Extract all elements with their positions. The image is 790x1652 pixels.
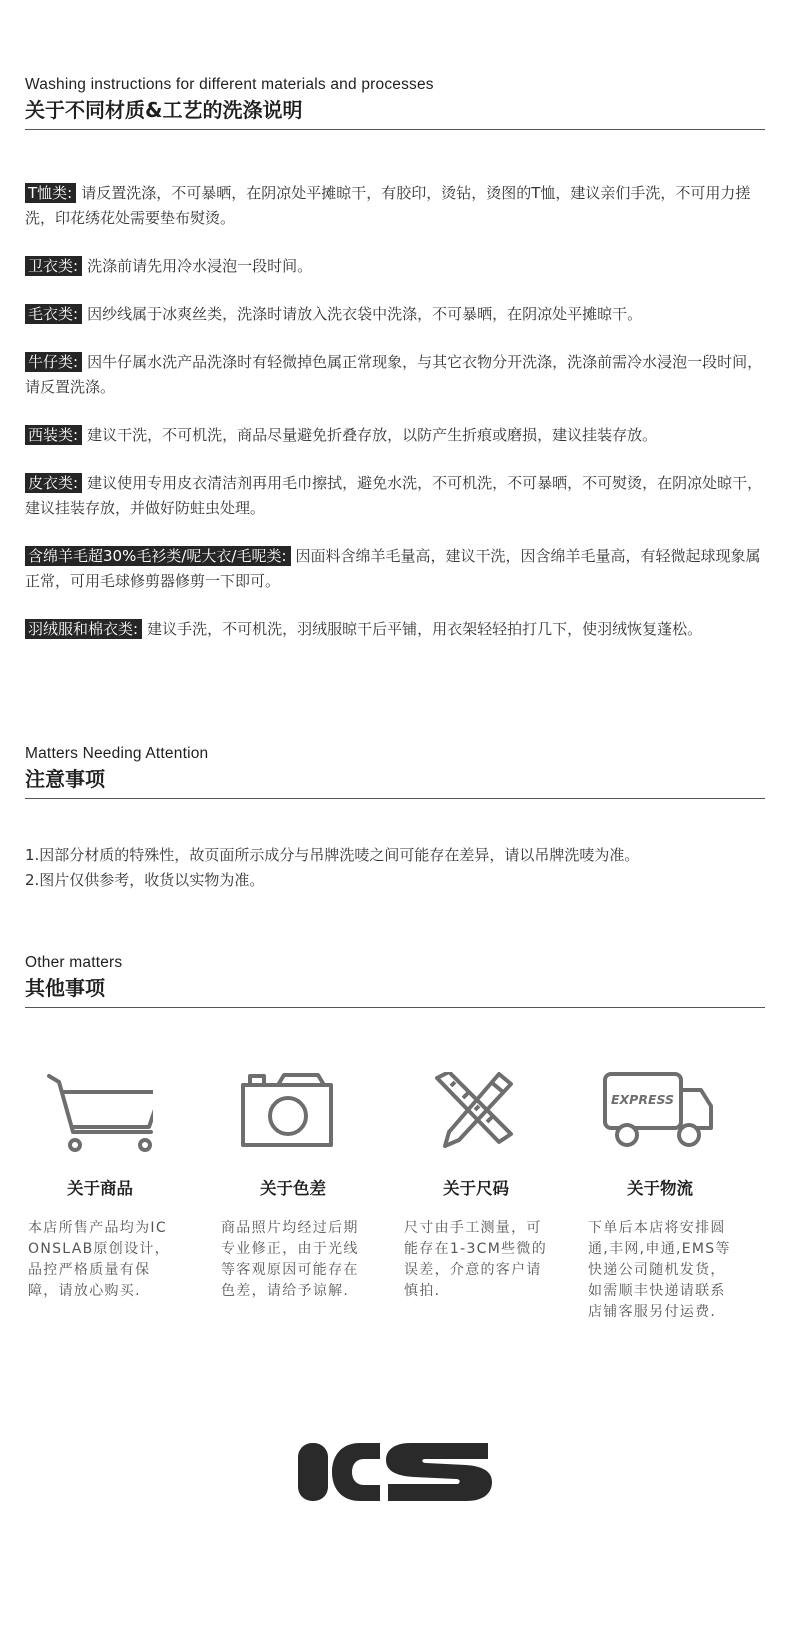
note-line: 2.图片仅供参考，收货以实物为准。 — [25, 871, 265, 889]
care-tag: 羽绒服和棉衣类: — [25, 619, 142, 639]
attention-title-zh: 注意事项 — [25, 767, 105, 791]
features-row — [25, 1072, 765, 1332]
care-item-tshirt — [25, 181, 765, 231]
other-section-header — [25, 954, 765, 1008]
care-tag: 卫衣类: — [25, 256, 82, 276]
washing-divider — [25, 129, 765, 130]
care-tag: 毛衣类: — [25, 304, 82, 324]
washing-title-zh: 关于不同材质&工艺的洗涤说明 — [25, 98, 303, 122]
washing-title-en: Washing instructions for different materials and processes — [25, 76, 434, 93]
care-item-leather — [25, 471, 765, 521]
care-text: 因纱线属于冰爽丝类，洗涤时请放入洗衣袋中洗涤，不可暴晒，在阴凉处平摊晾干。 — [87, 305, 643, 323]
feature-title: 关于商品 — [67, 1179, 133, 1198]
brand-logo — [298, 1437, 493, 1507]
care-text: 建议干洗，不可机洗，商品尽量避免折叠存放，以防产生折痕或磨损，建议挂装存放。 — [87, 426, 658, 444]
care-tag: 西装类: — [25, 425, 82, 445]
care-item-wool — [25, 544, 765, 594]
other-title-en: Other matters — [25, 954, 123, 971]
shopping-cart-icon — [43, 1072, 153, 1152]
delivery-truck-icon — [603, 1072, 713, 1152]
care-tag: 含绵羊毛超30%毛衫类/呢大衣/毛呢类: — [25, 546, 291, 566]
attention-divider — [25, 798, 765, 799]
other-divider — [25, 1007, 765, 1008]
attention-title-en: Matters Needing Attention — [25, 745, 209, 762]
feature-desc: 本店所售产品均为ICONSLAB原创设计，品控严格质量有保障，请放心购买. — [28, 1220, 170, 1299]
care-text: 请反置洗涤，不可暴晒，在阴凉处平摊晾干，有胶印，烫钻，烫图的T恤，建议亲们手洗，不可用力搓洗，印花绣花处需要垫布熨烫。 — [25, 184, 751, 227]
care-item-hoodie — [25, 254, 765, 279]
feature-desc: 下单后本店将安排圆通,丰网,申通,EMS等快递公司随机发货，如需顺丰快递请联系店铺客服另付运费. — [588, 1220, 731, 1320]
care-text: 洗涤前请先用冷水浸泡一段时间。 — [87, 257, 313, 275]
feature-desc: 商品照片均经过后期专业修正，由于光线等客观原因可能存在色差，请给予谅解. — [221, 1220, 359, 1299]
truck-label: EXPRESS — [611, 1092, 675, 1107]
care-text: 因牛仔属水洗产品洗涤时有轻微掉色属正常现象，与其它衣物分开洗涤，洗涤前需冷水浸泡一段时间，请反置洗涤。 — [25, 353, 763, 396]
feature-desc: 尺寸由手工测量，可能存在1-3CM些微的误差，介意的客户请慎拍. — [404, 1220, 548, 1299]
care-item-sweater — [25, 302, 765, 327]
care-text: 建议手洗，不可机洗，羽绒服晾干后平铺，用衣架轻轻拍打几下，使羽绒恢复蓬松。 — [147, 620, 703, 638]
attention-notes — [25, 843, 765, 893]
camera-icon — [236, 1072, 346, 1152]
washing-section-header — [25, 76, 765, 130]
care-text: 因面料含绵羊毛量高，建议干洗，因含绵羊毛量高，有轻微起球现象属正常，可用毛球修剪器修剪一下即可。 — [25, 547, 761, 590]
care-item-down — [25, 617, 765, 642]
attention-section-header — [25, 745, 765, 799]
care-tag: T恤类: — [25, 183, 76, 203]
feature-title: 关于物流 — [627, 1179, 693, 1198]
care-instructions-list — [25, 181, 765, 665]
care-tag: 皮衣类: — [25, 473, 82, 493]
other-title-zh: 其他事项 — [25, 976, 105, 1000]
feature-title: 关于色差 — [260, 1179, 326, 1198]
note-line: 1.因部分材质的特殊性，故页面所示成分与吊牌洗唛之间可能存在差异，请以吊牌洗唛为准。 — [25, 846, 640, 864]
care-item-denim — [25, 350, 765, 400]
ruler-pencil-icon — [419, 1072, 529, 1152]
feature-title: 关于尺码 — [443, 1179, 509, 1198]
care-text: 建议使用专用皮衣清洁剂再用毛巾擦拭，避免水洗，不可机洗，不可暴晒，不可熨烫，在阴凉处晾干，建议挂装存放，并做好防蛀虫处理。 — [25, 474, 763, 517]
care-item-suit — [25, 423, 765, 448]
care-tag: 牛仔类: — [25, 352, 82, 372]
